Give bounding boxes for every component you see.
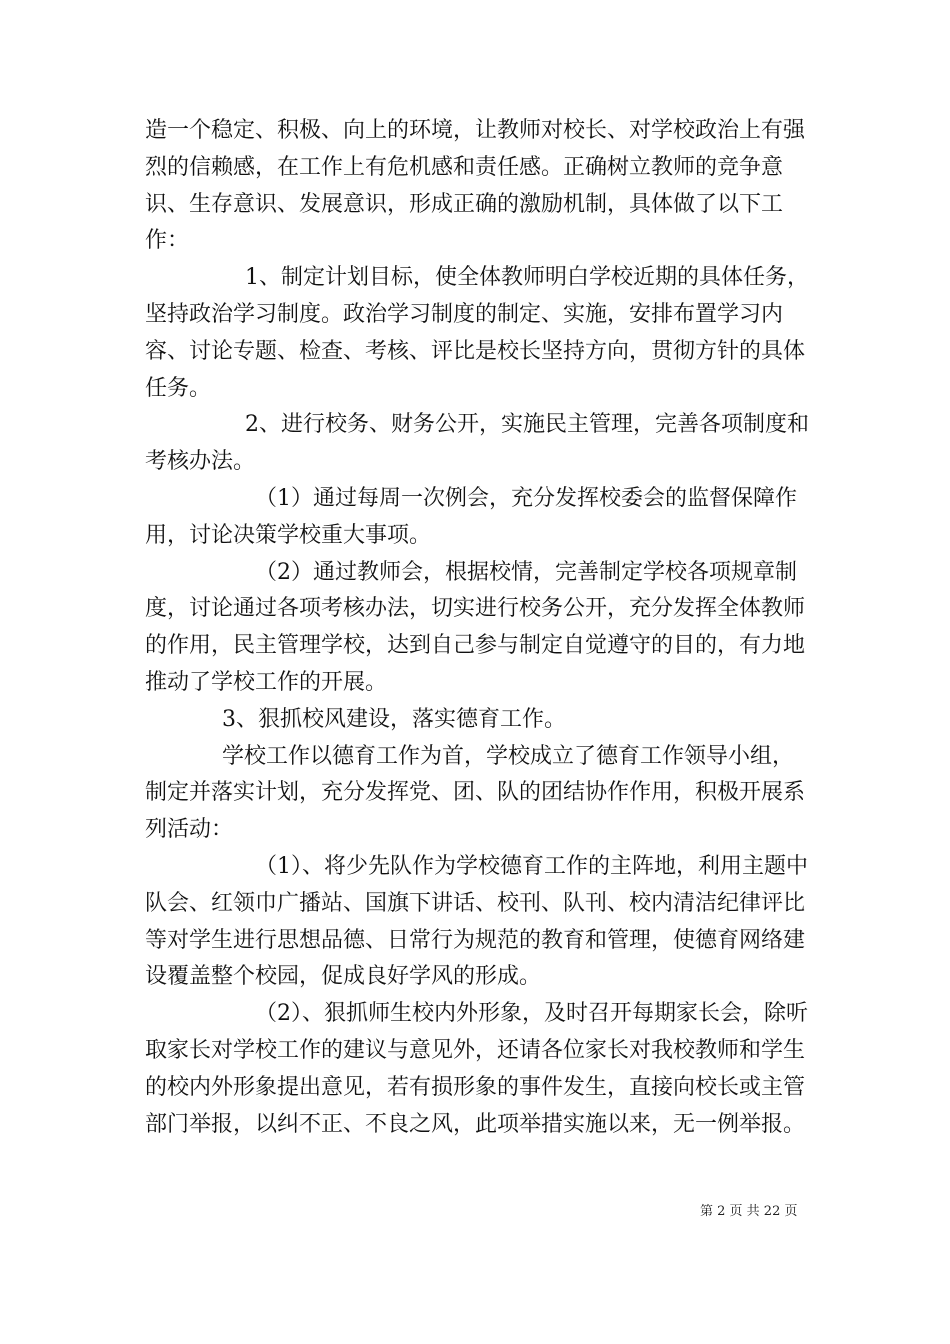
paragraph-item-2-sub-1: （1）通过每周一次例会，充分发挥校委会的监督保障作用，讨论决策学校重大事项。 — [145, 485, 797, 548]
paragraph-item-1: 1、制定计划目标，使全体教师明白学校近期的具体任务，坚持政治学习制度。政治学习制度的制定、实施，安排布置学习内容、讨论专题、检查、考核、评比是校长坚持方向，贯彻方针的具体任务。 — [145, 265, 809, 401]
document-body — [145, 113, 813, 1143]
paragraph-intro-continuation: 造一个稳定、积极、向上的环境，让教师对校长、对学校政治上有强烈的信赖感，在工作上有危机感和责任感。正确树立教师的竞争意识、生存意识、发展意识，形成正确的激励机制，具体做了以下工作： — [145, 118, 806, 254]
paragraph-item-2: 2、进行校务、财务公开，实施民主管理，完善各项制度和考核办法。 — [145, 412, 809, 475]
paragraph-item-3-sub-1: （1）、将少先队作为学校德育工作的主阵地，利用主题中队会、红领巾广播站、国旗下讲话、校刊、队刊、校内清洁纪律评比等对学生进行思想品德、日常行为规范的教育和管理，使德育网络建设覆盖整个校园，促成良好学风的形成。 — [145, 853, 808, 990]
paragraph-item-2-sub-2: （2）通过教师会，根据校情，完善制定学校各项规章制度，讨论通过各项考核办法，切实进行校务公开，充分发挥全体教师的作用，民主管理学校，达到自己参与制定自觉遵守的目的，有力地推动了学校工作的开展。 — [145, 559, 806, 695]
paragraph-moral-education: 学校工作以德育工作为首，学校成立了德育工作领导小组，制定并落实计划，充分发挥党、团、队的团结协作作用，积极开展系列活动： — [145, 743, 806, 843]
page-number-footer: 第 2 页 共 22 页 — [700, 1204, 798, 1219]
paragraph-item-3: 3、狠抓校风建设，落实德育工作。 — [222, 706, 566, 732]
paragraph-item-3-sub-2: （2）、狠抓师生校内外形象，及时召开每期家长会，除听取家长对学校工作的建议与意见外，还请各位家长对我校教师和学生的校内外形象提出意见，若有损形象的事件发生，直接向校长或主管部门举报，以纠不正、不良之风，此项举措实施以来，无一例举报。 — [145, 1001, 808, 1137]
